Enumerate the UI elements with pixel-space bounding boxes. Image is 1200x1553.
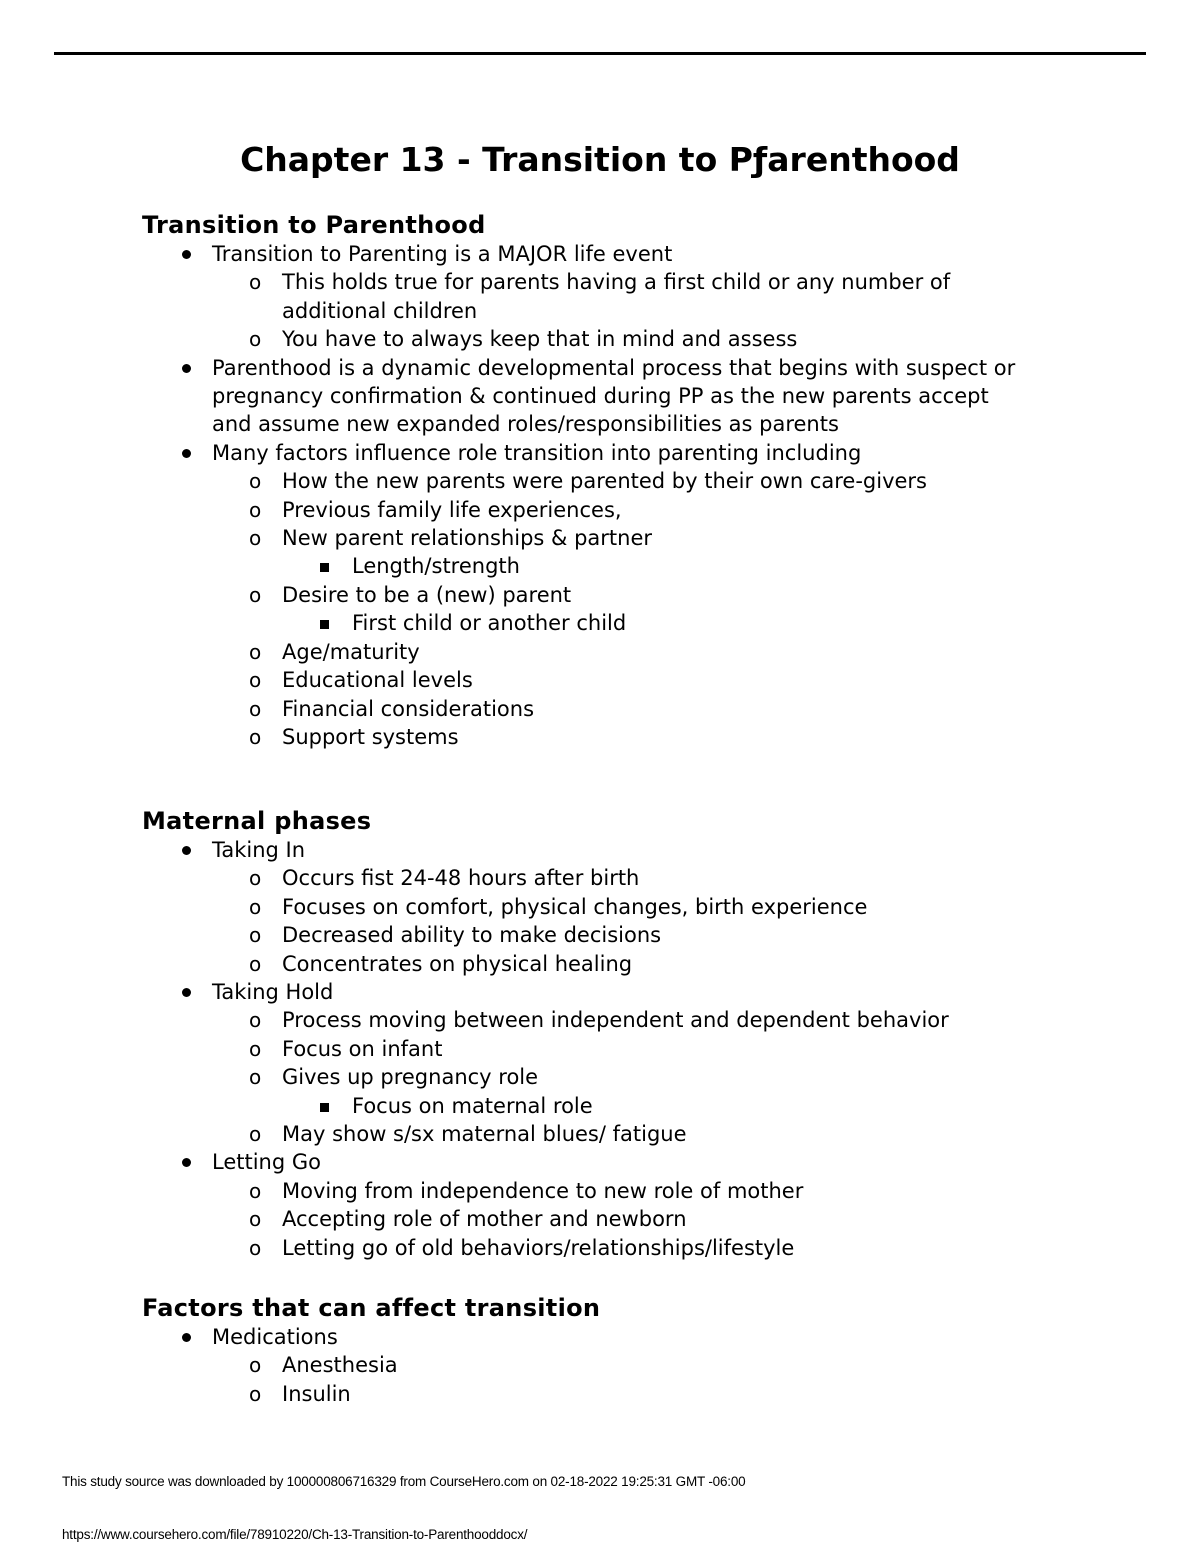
list-item-text: Occurs fist 24-48 hours after birth: [282, 866, 640, 891]
section-transition: [142, 210, 1142, 751]
download-note: This study source was downloaded by 100000806716329 from CourseHero.com on 02-18-2022 19:25:31 GMT -06:00: [62, 1474, 746, 1489]
list-item: [212, 1063, 1142, 1120]
list-item: [212, 1380, 1142, 1408]
list-item-text: Length/strength: [352, 554, 520, 579]
list-item-text: New parent relationships & partner: [282, 526, 653, 551]
square-bullet-icon: [320, 620, 329, 629]
list-item-text: Age/maturity: [282, 639, 420, 664]
circle-bullet-icon: o: [249, 1235, 262, 1260]
list-item-text: Focus on maternal role: [352, 1093, 593, 1118]
circle-bullet-icon: o: [249, 1381, 262, 1406]
circle-bullet-icon: o: [249, 866, 262, 891]
square-bullet-icon: [320, 563, 329, 572]
section-heading: Factors that can affect transition: [142, 1294, 601, 1322]
section-maternal-phases: [142, 806, 1142, 1262]
list-item-text: Moving from independence to new role of mother: [282, 1178, 804, 1203]
circle-bullet-icon: o: [249, 469, 262, 494]
list-item-text: Financial considerations: [282, 696, 535, 721]
list-item: [212, 864, 1142, 892]
bullet-icon: [182, 1333, 191, 1342]
list-item-text: First child or another child: [352, 611, 627, 636]
list-item-text: Medications: [212, 1325, 338, 1349]
bullet-icon: [182, 846, 191, 855]
section-list: [142, 1323, 1142, 1408]
circle-bullet-icon: o: [249, 270, 262, 295]
list-item: [282, 1092, 1142, 1120]
list-item-text: Insulin: [282, 1381, 351, 1406]
list-item: [212, 268, 1142, 325]
header-rule: [54, 52, 1146, 55]
list-item: [212, 467, 1142, 495]
list-item: [212, 1234, 1142, 1262]
circle-bullet-icon: o: [249, 582, 262, 607]
circle-bullet-icon: o: [249, 1353, 262, 1378]
list-item-text: Previous family life experiences,: [282, 497, 622, 522]
circle-bullet-icon: o: [249, 1065, 262, 1090]
bullet-icon: [182, 449, 191, 458]
bullet-icon: [182, 250, 191, 259]
list-item: [212, 524, 1142, 581]
list-item: [142, 240, 1142, 354]
list-item-text: Decreased ability to make decisions: [282, 923, 662, 948]
list-item-text: Gives up pregnancy role: [282, 1065, 539, 1090]
section-factors: [142, 1293, 1142, 1408]
circle-bullet-icon: o: [249, 724, 262, 749]
list-item: [212, 1120, 1142, 1148]
circle-bullet-icon: o: [249, 1122, 262, 1147]
list-item-text: This holds true for parents having a first child or any number of additional children: [282, 270, 951, 323]
source-url[interactable]: https://www.coursehero.com/file/78910220/Ch-13-Transition-to-Parenthooddocx/: [62, 1527, 528, 1542]
list-item: [212, 666, 1142, 694]
list-item: [142, 836, 1142, 978]
list-item-text: Letting Go: [212, 1150, 321, 1175]
list-item-text: Letting go of old behaviors/relationships/lifestyle: [282, 1235, 795, 1260]
list-item-text: Anesthesia: [282, 1353, 398, 1378]
list-item: [212, 893, 1142, 921]
section-heading: Maternal phases: [142, 807, 372, 835]
list-item-text: Support systems: [282, 724, 459, 749]
list-item-text: Taking In: [212, 838, 306, 862]
square-bullet-icon: [320, 1103, 329, 1112]
list-item: [212, 496, 1142, 524]
list-item-text: Focuses on comfort, physical changes, birth experience: [282, 894, 868, 919]
bullet-icon: [182, 1158, 191, 1167]
list-item-text: Taking Hold: [212, 980, 334, 1005]
list-item: [212, 325, 1142, 353]
circle-bullet-icon: o: [249, 1036, 262, 1061]
circle-bullet-icon: o: [249, 1008, 262, 1033]
circle-bullet-icon: o: [249, 1207, 262, 1232]
list-item: [212, 581, 1142, 638]
list-item-text: May show s/sx maternal blues/ fatigue: [282, 1122, 687, 1147]
list-item-text: Transition to Parenting is a MAJOR life event: [212, 242, 673, 266]
list-item: [142, 1148, 1142, 1262]
circle-bullet-icon: o: [249, 951, 262, 976]
list-item-text: Concentrates on physical healing: [282, 951, 633, 976]
list-item-text: Desire to be a (new) parent: [282, 582, 572, 607]
list-item: [212, 695, 1142, 723]
list-item: [282, 552, 1142, 580]
list-item: [212, 1035, 1142, 1063]
list-item: [212, 723, 1142, 751]
section-list: [142, 836, 1142, 1262]
list-item-text: You have to always keep that in mind and assess: [282, 327, 798, 352]
list-item: [212, 1177, 1142, 1205]
list-item-text: How the new parents were parented by their own care-givers: [282, 469, 928, 494]
circle-bullet-icon: o: [249, 1178, 262, 1203]
list-item: [212, 1205, 1142, 1233]
list-item: [142, 978, 1142, 1148]
bullet-icon: [182, 364, 191, 373]
section-list: [142, 240, 1142, 751]
circle-bullet-icon: o: [249, 668, 262, 693]
list-item-text: Many factors influence role transition into parenting including: [212, 440, 862, 465]
list-item-text: Accepting role of mother and newborn: [282, 1207, 687, 1232]
circle-bullet-icon: o: [249, 894, 262, 919]
bullet-icon: [182, 988, 191, 997]
circle-bullet-icon: o: [249, 497, 262, 522]
list-item: [282, 609, 1142, 637]
list-item: [142, 1323, 1142, 1408]
circle-bullet-icon: o: [249, 923, 262, 948]
list-item: [142, 354, 1142, 439]
list-item: [212, 1351, 1142, 1379]
list-item: [212, 921, 1142, 949]
circle-bullet-icon: o: [249, 696, 262, 721]
section-heading: Transition to Parenthood: [142, 211, 486, 239]
list-item-text: Focus on infant: [282, 1036, 443, 1061]
list-item: [142, 439, 1142, 751]
list-item: [212, 950, 1142, 978]
list-item: [212, 1006, 1142, 1034]
circle-bullet-icon: o: [249, 526, 262, 551]
list-item: [212, 638, 1142, 666]
circle-bullet-icon: o: [249, 639, 262, 664]
page-title: Chapter 13 - Transition to Pƒarenthood: [240, 140, 960, 179]
circle-bullet-icon: o: [249, 327, 262, 352]
list-item-text: Educational levels: [282, 668, 473, 693]
list-item-text: Process moving between independent and dependent behavior: [282, 1008, 949, 1033]
list-item-text: Parenthood is a dynamic developmental process that begins with suspect or pregnancy confirmation & continued during PP as the new parents accept and assume new expanded roles/responsibilities as parents: [212, 355, 1016, 437]
